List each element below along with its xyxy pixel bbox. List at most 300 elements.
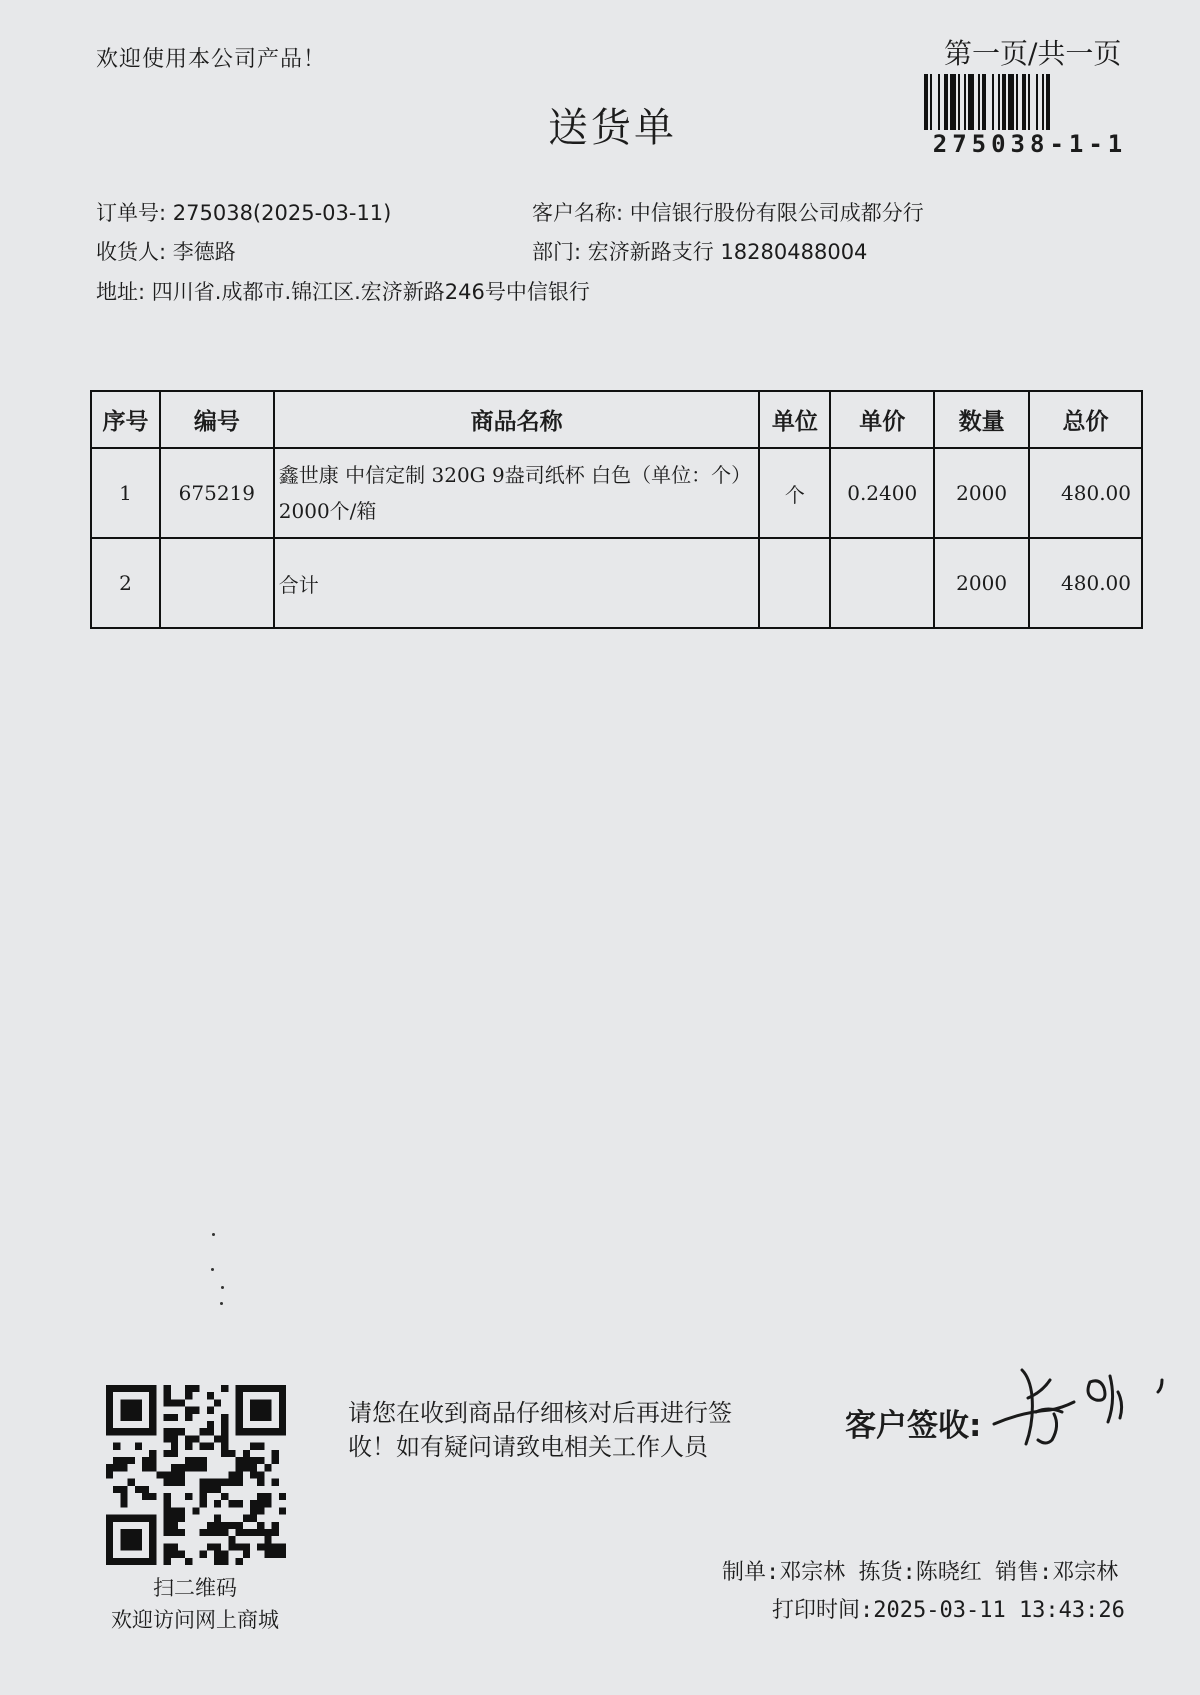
qr-module	[149, 1536, 156, 1543]
qr-module	[228, 1522, 235, 1529]
qr-module	[185, 1457, 192, 1464]
qr-module	[164, 1493, 171, 1500]
qr-module	[272, 1479, 279, 1486]
qr-module	[279, 1414, 286, 1421]
qr-module	[149, 1493, 156, 1500]
qr-module	[164, 1500, 171, 1507]
header-name: 商品名称	[274, 391, 760, 448]
qr-module	[279, 1399, 286, 1406]
qr-module	[120, 1558, 127, 1565]
qr-module	[142, 1515, 149, 1522]
qr-module	[228, 1471, 235, 1478]
qr-module	[272, 1543, 279, 1550]
qr-module	[171, 1399, 178, 1406]
qr-module	[185, 1407, 192, 1414]
qr-caption-line-2: 欢迎访问网上商城	[111, 1608, 279, 1632]
qr-module	[221, 1522, 228, 1529]
cell-quantity: 2000	[934, 538, 1029, 628]
qr-module	[192, 1507, 199, 1514]
qr-module	[149, 1457, 156, 1464]
qr-module	[106, 1414, 113, 1421]
qr-module	[135, 1558, 142, 1565]
qr-module	[164, 1479, 171, 1486]
print-time: 打印时间:2025-03-11 13:43:26	[772, 1598, 1125, 1623]
items-table	[90, 390, 1143, 629]
qr-module	[171, 1522, 178, 1529]
qr-module	[128, 1543, 135, 1550]
qr-module	[128, 1515, 135, 1522]
qr-module	[120, 1414, 127, 1421]
qr-module	[257, 1399, 264, 1406]
qr-module	[264, 1536, 271, 1543]
qr-module	[106, 1536, 113, 1543]
customer-signature-label: 客户签收:	[845, 1408, 982, 1444]
qr-module	[221, 1450, 228, 1457]
qr-module	[185, 1435, 192, 1442]
qr-module	[106, 1551, 113, 1558]
qr-module	[106, 1471, 113, 1478]
qr-module	[185, 1464, 192, 1471]
department-value: 宏济新路支行 18280488004	[587, 240, 868, 264]
customer-row	[532, 197, 924, 227]
address-value: 四川省.成都市.锦江区.宏济新路246号中信银行	[151, 280, 590, 304]
qr-module	[279, 1493, 286, 1500]
qr-module	[106, 1558, 113, 1565]
qr-module	[171, 1507, 178, 1514]
qr-module	[214, 1399, 221, 1406]
qr-module	[164, 1385, 171, 1392]
qr-module	[113, 1486, 120, 1493]
qr-module	[128, 1399, 135, 1406]
qr-module	[113, 1428, 120, 1435]
qr-module	[257, 1385, 264, 1392]
qr-module	[120, 1536, 127, 1543]
qr-module	[185, 1392, 192, 1399]
qr-module	[207, 1428, 214, 1435]
cell-seq: 1	[91, 448, 160, 538]
qr-module	[164, 1399, 171, 1406]
qr-module	[164, 1515, 171, 1522]
qr-module	[243, 1428, 250, 1435]
qr-module	[279, 1421, 286, 1428]
qr-module	[236, 1392, 243, 1399]
qr-module	[185, 1493, 192, 1500]
qr-module	[120, 1385, 127, 1392]
qr-module	[257, 1500, 264, 1507]
qr-module	[243, 1529, 250, 1536]
qr-module	[106, 1428, 113, 1435]
qr-module	[192, 1385, 199, 1392]
qr-module	[250, 1529, 257, 1536]
qr-module	[164, 1392, 171, 1399]
qr-module	[257, 1407, 264, 1414]
table-row	[91, 538, 1142, 628]
address-label: 地址:	[96, 280, 146, 304]
qr-module	[200, 1457, 207, 1464]
qr-module	[257, 1414, 264, 1421]
qr-module	[128, 1479, 135, 1486]
qr-module	[128, 1457, 135, 1464]
qr-module	[272, 1551, 279, 1558]
qr-module	[185, 1443, 192, 1450]
qr-module	[221, 1421, 228, 1428]
cell-price	[830, 538, 934, 628]
qr-module	[221, 1479, 228, 1486]
qr-module	[164, 1428, 171, 1435]
qr-module	[135, 1515, 142, 1522]
qr-module	[236, 1385, 243, 1392]
qr-module	[243, 1515, 250, 1522]
qr-module	[214, 1522, 221, 1529]
cell-code: 675219	[160, 448, 274, 538]
qr-module	[164, 1471, 171, 1478]
qr-module	[135, 1529, 142, 1536]
qr-module	[214, 1479, 221, 1486]
qr-module	[171, 1479, 178, 1486]
qr-module	[120, 1464, 127, 1471]
qr-module	[207, 1392, 214, 1399]
speck-mark	[220, 1302, 223, 1305]
qr-module	[264, 1428, 271, 1435]
qr-module	[128, 1536, 135, 1543]
qr-module	[279, 1392, 286, 1399]
cell-code	[160, 538, 274, 628]
qr-module	[142, 1457, 149, 1464]
qr-module	[250, 1500, 257, 1507]
address-row	[96, 276, 590, 306]
receiver-row	[96, 236, 236, 266]
qr-module	[135, 1536, 142, 1543]
qr-module	[149, 1558, 156, 1565]
qr-module	[264, 1399, 271, 1406]
qr-module	[185, 1558, 192, 1565]
qr-module	[135, 1414, 142, 1421]
qr-module	[272, 1450, 279, 1457]
qr-module	[156, 1471, 163, 1478]
qr-module	[149, 1414, 156, 1421]
qr-module	[200, 1500, 207, 1507]
qr-module	[214, 1558, 221, 1565]
cell-total: 480.00	[1029, 448, 1142, 538]
qr-module	[135, 1385, 142, 1392]
qr-module	[192, 1457, 199, 1464]
qr-module	[257, 1457, 264, 1464]
qr-module	[221, 1385, 228, 1392]
qr-module	[120, 1493, 127, 1500]
qr-module	[243, 1543, 250, 1550]
qr-module	[164, 1558, 171, 1565]
qr-module	[106, 1421, 113, 1428]
qr-module	[149, 1551, 156, 1558]
qr-module	[106, 1529, 113, 1536]
qr-module	[128, 1407, 135, 1414]
qr-module	[135, 1486, 142, 1493]
qr-module	[200, 1464, 207, 1471]
qr-module	[264, 1529, 271, 1536]
qr-module	[236, 1421, 243, 1428]
qr-module	[171, 1464, 178, 1471]
qr-module	[250, 1464, 257, 1471]
qr-module	[279, 1507, 286, 1514]
qr-module	[192, 1407, 199, 1414]
qr-module	[279, 1551, 286, 1558]
qr-module	[264, 1551, 271, 1558]
qr-module	[120, 1407, 127, 1414]
qr-module	[236, 1464, 243, 1471]
qr-module	[272, 1428, 279, 1435]
qr-module	[178, 1479, 185, 1486]
qr-module	[106, 1515, 113, 1522]
qr-module	[149, 1428, 156, 1435]
qr-module	[250, 1457, 257, 1464]
table-row	[91, 448, 1142, 538]
order-number-value: 275038(2025-03-11)	[172, 201, 392, 225]
qr-module	[236, 1428, 243, 1435]
qr-module	[178, 1464, 185, 1471]
order-number-row	[96, 197, 391, 227]
qr-module	[214, 1529, 221, 1536]
qr-module	[178, 1399, 185, 1406]
qr-module	[221, 1435, 228, 1442]
qr-module	[279, 1407, 286, 1414]
qr-module	[171, 1435, 178, 1442]
qr-module	[120, 1399, 127, 1406]
qr-module	[149, 1399, 156, 1406]
qr-module	[120, 1457, 127, 1464]
qr-module	[207, 1407, 214, 1414]
qr-module	[236, 1558, 243, 1565]
qr-module	[250, 1515, 257, 1522]
qr-code-image	[106, 1385, 286, 1565]
qr-module	[214, 1515, 221, 1522]
qr-module	[164, 1529, 171, 1536]
qr-module	[243, 1464, 250, 1471]
qr-module	[264, 1464, 271, 1471]
qr-module	[207, 1529, 214, 1536]
department-label: 部门:	[532, 240, 582, 264]
qr-module	[228, 1543, 235, 1550]
qr-module	[257, 1471, 264, 1478]
header-price: 单价	[830, 391, 934, 448]
qr-module	[106, 1464, 113, 1471]
qr-module	[257, 1428, 264, 1435]
qr-module	[149, 1407, 156, 1414]
qr-module	[207, 1421, 214, 1428]
qr-module	[264, 1493, 271, 1500]
qr-module	[221, 1443, 228, 1450]
qr-module	[257, 1543, 264, 1550]
qr-module	[200, 1529, 207, 1536]
qr-module	[250, 1428, 257, 1435]
qr-module	[185, 1414, 192, 1421]
qr-module	[250, 1385, 257, 1392]
speck-mark	[212, 1233, 215, 1236]
order-number-label: 订单号:	[96, 201, 167, 225]
qr-module	[236, 1529, 243, 1536]
qr-module	[164, 1543, 171, 1550]
qr-module	[257, 1507, 264, 1514]
qr-module	[243, 1385, 250, 1392]
qr-module	[243, 1457, 250, 1464]
qr-module	[120, 1428, 127, 1435]
qr-module	[142, 1385, 149, 1392]
qr-module	[200, 1551, 207, 1558]
qr-module	[149, 1464, 156, 1471]
qr-module	[264, 1414, 271, 1421]
qr-module	[171, 1428, 178, 1435]
qr-module	[200, 1428, 207, 1435]
qr-module	[149, 1543, 156, 1550]
qr-module	[164, 1435, 171, 1442]
qr-caption-line-1: 扫二维码	[153, 1576, 237, 1600]
qr-module	[264, 1500, 271, 1507]
qr-module	[164, 1450, 171, 1457]
qr-module	[149, 1529, 156, 1536]
qr-module	[279, 1428, 286, 1435]
qr-module	[106, 1522, 113, 1529]
qr-module	[200, 1493, 207, 1500]
receiver-label: 收货人:	[96, 240, 167, 264]
department-row	[532, 236, 867, 266]
qr-module	[236, 1407, 243, 1414]
qr-module	[178, 1428, 185, 1435]
qr-module	[106, 1385, 113, 1392]
receiver-value: 李德路	[172, 240, 236, 264]
header-quantity: 数量	[934, 391, 1029, 448]
qr-module	[221, 1551, 228, 1558]
qr-module	[106, 1543, 113, 1550]
qr-module	[135, 1407, 142, 1414]
qr-module	[113, 1443, 120, 1450]
qr-module	[228, 1450, 235, 1457]
cell-unit: 个	[759, 448, 830, 538]
qr-module	[149, 1392, 156, 1399]
qr-module	[272, 1457, 279, 1464]
qr-module	[149, 1421, 156, 1428]
qr-module	[135, 1443, 142, 1450]
qr-module	[128, 1385, 135, 1392]
qr-module	[279, 1385, 286, 1392]
qr-module	[236, 1457, 243, 1464]
qr-module	[250, 1443, 257, 1450]
cell-seq: 2	[91, 538, 160, 628]
qr-module	[279, 1543, 286, 1550]
qr-module	[128, 1414, 135, 1421]
qr-module	[228, 1536, 235, 1543]
qr-module	[192, 1464, 199, 1471]
qr-module	[236, 1399, 243, 1406]
qr-module	[164, 1414, 171, 1421]
qr-module	[171, 1551, 178, 1558]
document-title: 送货单	[548, 105, 677, 151]
qr-module	[250, 1399, 257, 1406]
qr-module	[257, 1522, 264, 1529]
qr-module	[149, 1515, 156, 1522]
qr-module	[236, 1479, 243, 1486]
qr-module	[120, 1486, 127, 1493]
customer-value: 中信银行股份有限公司成都分行	[629, 201, 924, 225]
qr-module	[264, 1385, 271, 1392]
qr-module	[250, 1414, 257, 1421]
speck-mark	[221, 1286, 224, 1289]
qr-module	[207, 1522, 214, 1529]
qr-module	[113, 1385, 120, 1392]
qr-module	[272, 1529, 279, 1536]
qr-module	[250, 1407, 257, 1414]
cell-quantity: 2000	[934, 448, 1029, 538]
qr-module	[149, 1385, 156, 1392]
qr-module	[178, 1507, 185, 1514]
qr-module	[207, 1479, 214, 1486]
qr-module	[264, 1543, 271, 1550]
qr-module	[164, 1507, 171, 1514]
qr-module	[120, 1529, 127, 1536]
qr-module	[142, 1558, 149, 1565]
cell-name: 鑫世康 中信定制 320G 9盎司纸杯 白色（单位：个）2000个/箱	[274, 448, 760, 538]
qr-module	[214, 1500, 221, 1507]
qr-module	[120, 1500, 127, 1507]
header-code: 编号	[160, 391, 274, 448]
qr-module	[135, 1543, 142, 1550]
qr-module	[257, 1443, 264, 1450]
qr-module	[257, 1529, 264, 1536]
qr-module	[272, 1522, 279, 1529]
qr-module	[113, 1464, 120, 1471]
qr-module	[135, 1399, 142, 1406]
qr-module	[106, 1407, 113, 1414]
qr-module	[149, 1522, 156, 1529]
qr-module	[178, 1529, 185, 1536]
welcome-text: 欢迎使用本公司产品！	[96, 47, 327, 72]
speck-mark	[211, 1268, 214, 1271]
page-indicator: 第一页/共一页	[944, 37, 1122, 70]
qr-module	[221, 1428, 228, 1435]
qr-module	[200, 1479, 207, 1486]
qr-module	[221, 1529, 228, 1536]
qr-module	[250, 1471, 257, 1478]
qr-module	[171, 1450, 178, 1457]
qr-module	[178, 1471, 185, 1478]
qr-module	[142, 1493, 149, 1500]
qr-module	[106, 1392, 113, 1399]
qr-module	[120, 1543, 127, 1550]
staff-line: 制单:邓宗林 拣货:陈晓红 销售:邓宗林	[722, 1560, 1119, 1585]
qr-module	[128, 1428, 135, 1435]
qr-module	[243, 1551, 250, 1558]
qr-module	[243, 1450, 250, 1457]
header-seq: 序号	[91, 391, 160, 448]
qr-module	[207, 1443, 214, 1450]
customer-signature	[992, 1352, 1172, 1452]
customer-label: 客户名称:	[532, 201, 624, 225]
qr-module	[113, 1558, 120, 1565]
qr-module	[228, 1500, 235, 1507]
qr-module	[214, 1551, 221, 1558]
qr-module	[236, 1500, 243, 1507]
qr-module	[264, 1407, 271, 1414]
qr-module	[113, 1457, 120, 1464]
qr-module	[171, 1414, 178, 1421]
qr-module	[149, 1450, 156, 1457]
qr-module	[171, 1543, 178, 1550]
qr-module	[135, 1428, 142, 1435]
header-total: 总价	[1029, 391, 1142, 448]
qr-module	[221, 1414, 228, 1421]
qr-module	[142, 1428, 149, 1435]
table-header-row	[91, 391, 1142, 448]
qr-module	[171, 1515, 178, 1522]
qr-module	[228, 1479, 235, 1486]
